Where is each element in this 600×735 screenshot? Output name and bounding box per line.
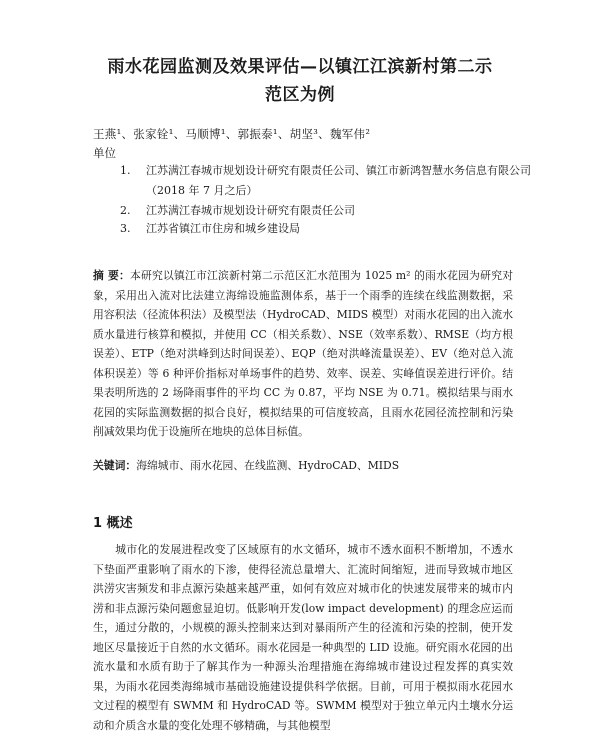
paper-title-line-1: 雨水花园监测及效果评估—以镇江江滨新村第二示	[107, 57, 493, 77]
abstract-label: 摘 要：	[93, 269, 130, 282]
affiliation-number: 2.	[120, 204, 131, 217]
affiliation-text: 江苏满江春城市规划设计研究有限责任公司、镇江市新鸿智慧水务信息有限公司	[146, 164, 531, 177]
body-paragraph	[93, 540, 513, 735]
affiliation-text: 江苏省镇江市住房和城乡建设局	[146, 222, 300, 235]
keywords-text: 海绵城市、雨水花园、在线监测、HydroCAD、MIDS	[136, 459, 400, 472]
affiliation-1	[120, 162, 540, 202]
affiliation-text: 江苏满江春城市规划设计研究有限责任公司	[146, 204, 355, 217]
affiliation-heading: 单位	[93, 146, 116, 160]
section-heading: 1 概述	[93, 516, 133, 531]
author-list: 王燕¹、张家铨¹、马顺博¹、郭振泰¹、胡坚³、魏军伟²	[93, 127, 371, 141]
affiliation-text-continued: （2018 年 7 月之后）	[146, 184, 258, 197]
paper-title-line-2: 范区为例	[265, 85, 335, 105]
affiliation-3	[120, 220, 540, 240]
affiliation-number: 1.	[120, 164, 131, 177]
abstract-text: 本研究以镇江市江滨新村第二示范区汇水范围为 1025 m² 的雨水花园为研究对象，采用出入流对比法建立海绵设施监测体系，基于一个雨季的连续在线监测数据，采用容积法（径流体积法）及模型法（HydroCAD、MIDS 模型）对雨水花园的出入流水质水量进行核算和模拟，并使用 CC（相关系数）、NSE（效率系数）、RMSE（均方根误差）、ETP（绝对洪峰到达时间误差）、EQP（绝对洪峰流量误差）、EV（绝对总入流体积误差）等 6 种评价指标对单场事件的趋势、效率、误差、实峰值误差进行评价。结果表明所选的 2 场降雨事件的平均 CC 为 0.87，平均 NSE 为 0.71。模拟结果与雨水花园的实际监测数据的拟合良好，模拟结果的可信度较高，且雨水花园径流控制和污染削减效果均优于设施所在地块的总体目标值。	[93, 269, 513, 438]
affiliation-number: 3.	[120, 222, 131, 235]
affiliation-2	[120, 202, 540, 222]
keywords-label: 关键词：	[93, 459, 137, 472]
keywords	[93, 458, 399, 473]
abstract	[93, 266, 513, 442]
paragraph-text: 城市化的发展进程改变了区域原有的水文循环，城市不透水面积不断增加，不透水下垫面严重影响了雨水的下渗，使得径流总量增大、汇流时间缩短，进而导致城市地区洪涝灾害频发和非点源污染越来越严重，如何有效应对城市化的快速发展带来的城市内涝和非点源污染问题愈显迫切。低影响开发(low impact development) 的理念应运而生，通过分散的，小规模的源头控制来达到对暴雨所产生的径流和污染的控制，使开发地区尽量接近于自然的水文循环。雨水花园是一种典型的 LID 设施。研究雨水花园的出流水量和水质有助于了解其作为一种源头治理措施在海绵城市建设过程发挥的真实效果，为雨水花园类海绵城市基础设施建设提供科学依据。目前，可用于模拟雨水花园水文过程的模型有 SWMM 和 HydroCAD 等。SWMM 模型对于独立单元内土壤水分运动和介质含水量的变化处理不够精确，与其他模型	[93, 543, 513, 732]
